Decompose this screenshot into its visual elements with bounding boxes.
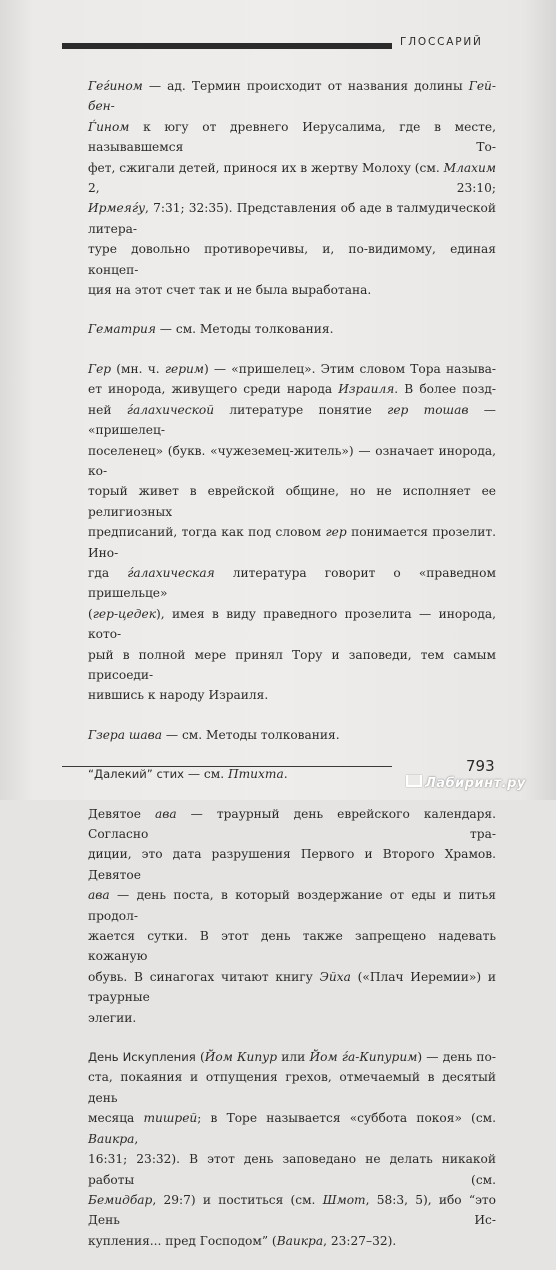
entry-line: День Искупления (Йом Кипур или Йом ѓа-Кипурим) — день по- — [88, 1050, 496, 1065]
watermark — [406, 775, 526, 791]
entry-line: месяца тишрей; в Торе называется «суббота покоя» (см. Ваикра, — [88, 1111, 496, 1146]
entry-line: (гер-цедек), имея в виду праведного прозелита — инорода, кото- — [88, 606, 496, 642]
entry-line: предписаний, тогда как под словом гер понимается прозелит. Ино- — [88, 525, 496, 560]
entry-line: рый в полной мере принял Тору и заповеди, тем самым присоеди- — [88, 647, 496, 682]
entry-line: гда ѓалахическая литература говорит о «праведном пришельце» — [88, 565, 496, 601]
entry-line: Девятое ава — траурный день еврейского календаря. Согласно тра- — [88, 806, 496, 841]
entry-line: туре довольно противоречивы, и, по-видимому, единая концеп- — [88, 242, 496, 277]
entry-line: Геѓином — ад. Термин происходит от названия долины Гей-бен- — [88, 79, 496, 114]
entry-line: ция на этот счет так и не была выработана. — [88, 283, 372, 298]
entry-term: Гер — [88, 361, 112, 376]
entry-line: Гематрия — см. Методы толкования. — [88, 322, 334, 337]
entry-line: ава — день поста, в который воздержание от еды и питья продол- — [88, 888, 496, 923]
entry-term: Геѓином — [88, 79, 143, 93]
entry-line: фет, сжигали детей, принося их в жертву Молоху (см. Млахим 2, 23:10; — [88, 160, 496, 196]
entry-line: Гзера шава — см. Методы толкования. — [88, 727, 340, 742]
entry-line: диции, это дата разрушения Первого и Второго Храмов. Девятое — [88, 847, 496, 882]
entry-term: День Искупления — [88, 1050, 196, 1065]
entry-line: элегии. — [88, 1010, 137, 1025]
entry-line: ста, покаяния и отпущения грехов, отмечаемый в десятый день — [88, 1070, 496, 1105]
entry-line: торый живет в еврейской общине, но не исполняет ее религиозных — [88, 484, 496, 519]
entry-line: нившись к народу Израиля. — [88, 688, 269, 703]
page-number: 793 — [466, 757, 495, 775]
book-icon — [406, 775, 422, 787]
entry-line: Гер (мн. ч. герим) — «пришелец». Этим словом Тора называ- — [88, 361, 496, 376]
glossary-body — [88, 76, 496, 1270]
entry-term: Гематрия — [88, 322, 156, 337]
entry-line: обувь. В синагогах читают книгу Эйха («Плач Иеремии») и траурные — [88, 969, 496, 1005]
entry-line: “Далекий” стих — см. Птихта. — [88, 767, 288, 782]
entry-den-iskupleniya — [88, 1047, 496, 1251]
running-header: ГЛОССАРИЙ — [400, 36, 483, 48]
entry-line: ней ѓалахической литературе понятие гер тошав — «пришелец- — [88, 402, 496, 438]
entry-gematria — [88, 319, 496, 339]
entry-line: 16:31; 23:32). В этот день заповедано не делать никакой работы (см. — [88, 1152, 496, 1187]
entry-line: Ѓином к югу от древнего Иерусалима, где в месте, называвшемся То- — [88, 119, 496, 155]
entry-line: жается сутки. В этот день также запрещено надевать кожаную — [88, 929, 496, 964]
entry-line: ет инорода, живущего среди народа Израиля. В более позд- — [88, 382, 496, 397]
watermark-text: Лабиринт.ру — [425, 776, 526, 791]
entry-term: “Далекий” стих — [88, 767, 184, 782]
entry-devyatoe-ava — [88, 804, 496, 1028]
entry-gzera-shava — [88, 725, 496, 745]
entry-ger — [88, 359, 496, 706]
entry-line: поселенец» (букв. «чужеземец-житель») — означает инорода, ко- — [88, 443, 496, 478]
entry-line: Ирмеяѓу, 7:31; 32:35). Представления об аде в талмудической литера- — [88, 201, 496, 236]
entry-term: Гзера шава — [88, 727, 163, 742]
entry-term: Девятое ава — [88, 806, 177, 821]
footer-rule — [62, 766, 392, 767]
entry-geginom — [88, 76, 496, 300]
header-rule — [62, 43, 392, 49]
entry-line: Бемидбар, 29:7) и поститься (см. Шмот, 58:3, 5), ибо “это День Ис- — [88, 1192, 497, 1228]
entry-line: купления... пред Господом” (Ваикра, 23:27–32). — [88, 1233, 397, 1248]
